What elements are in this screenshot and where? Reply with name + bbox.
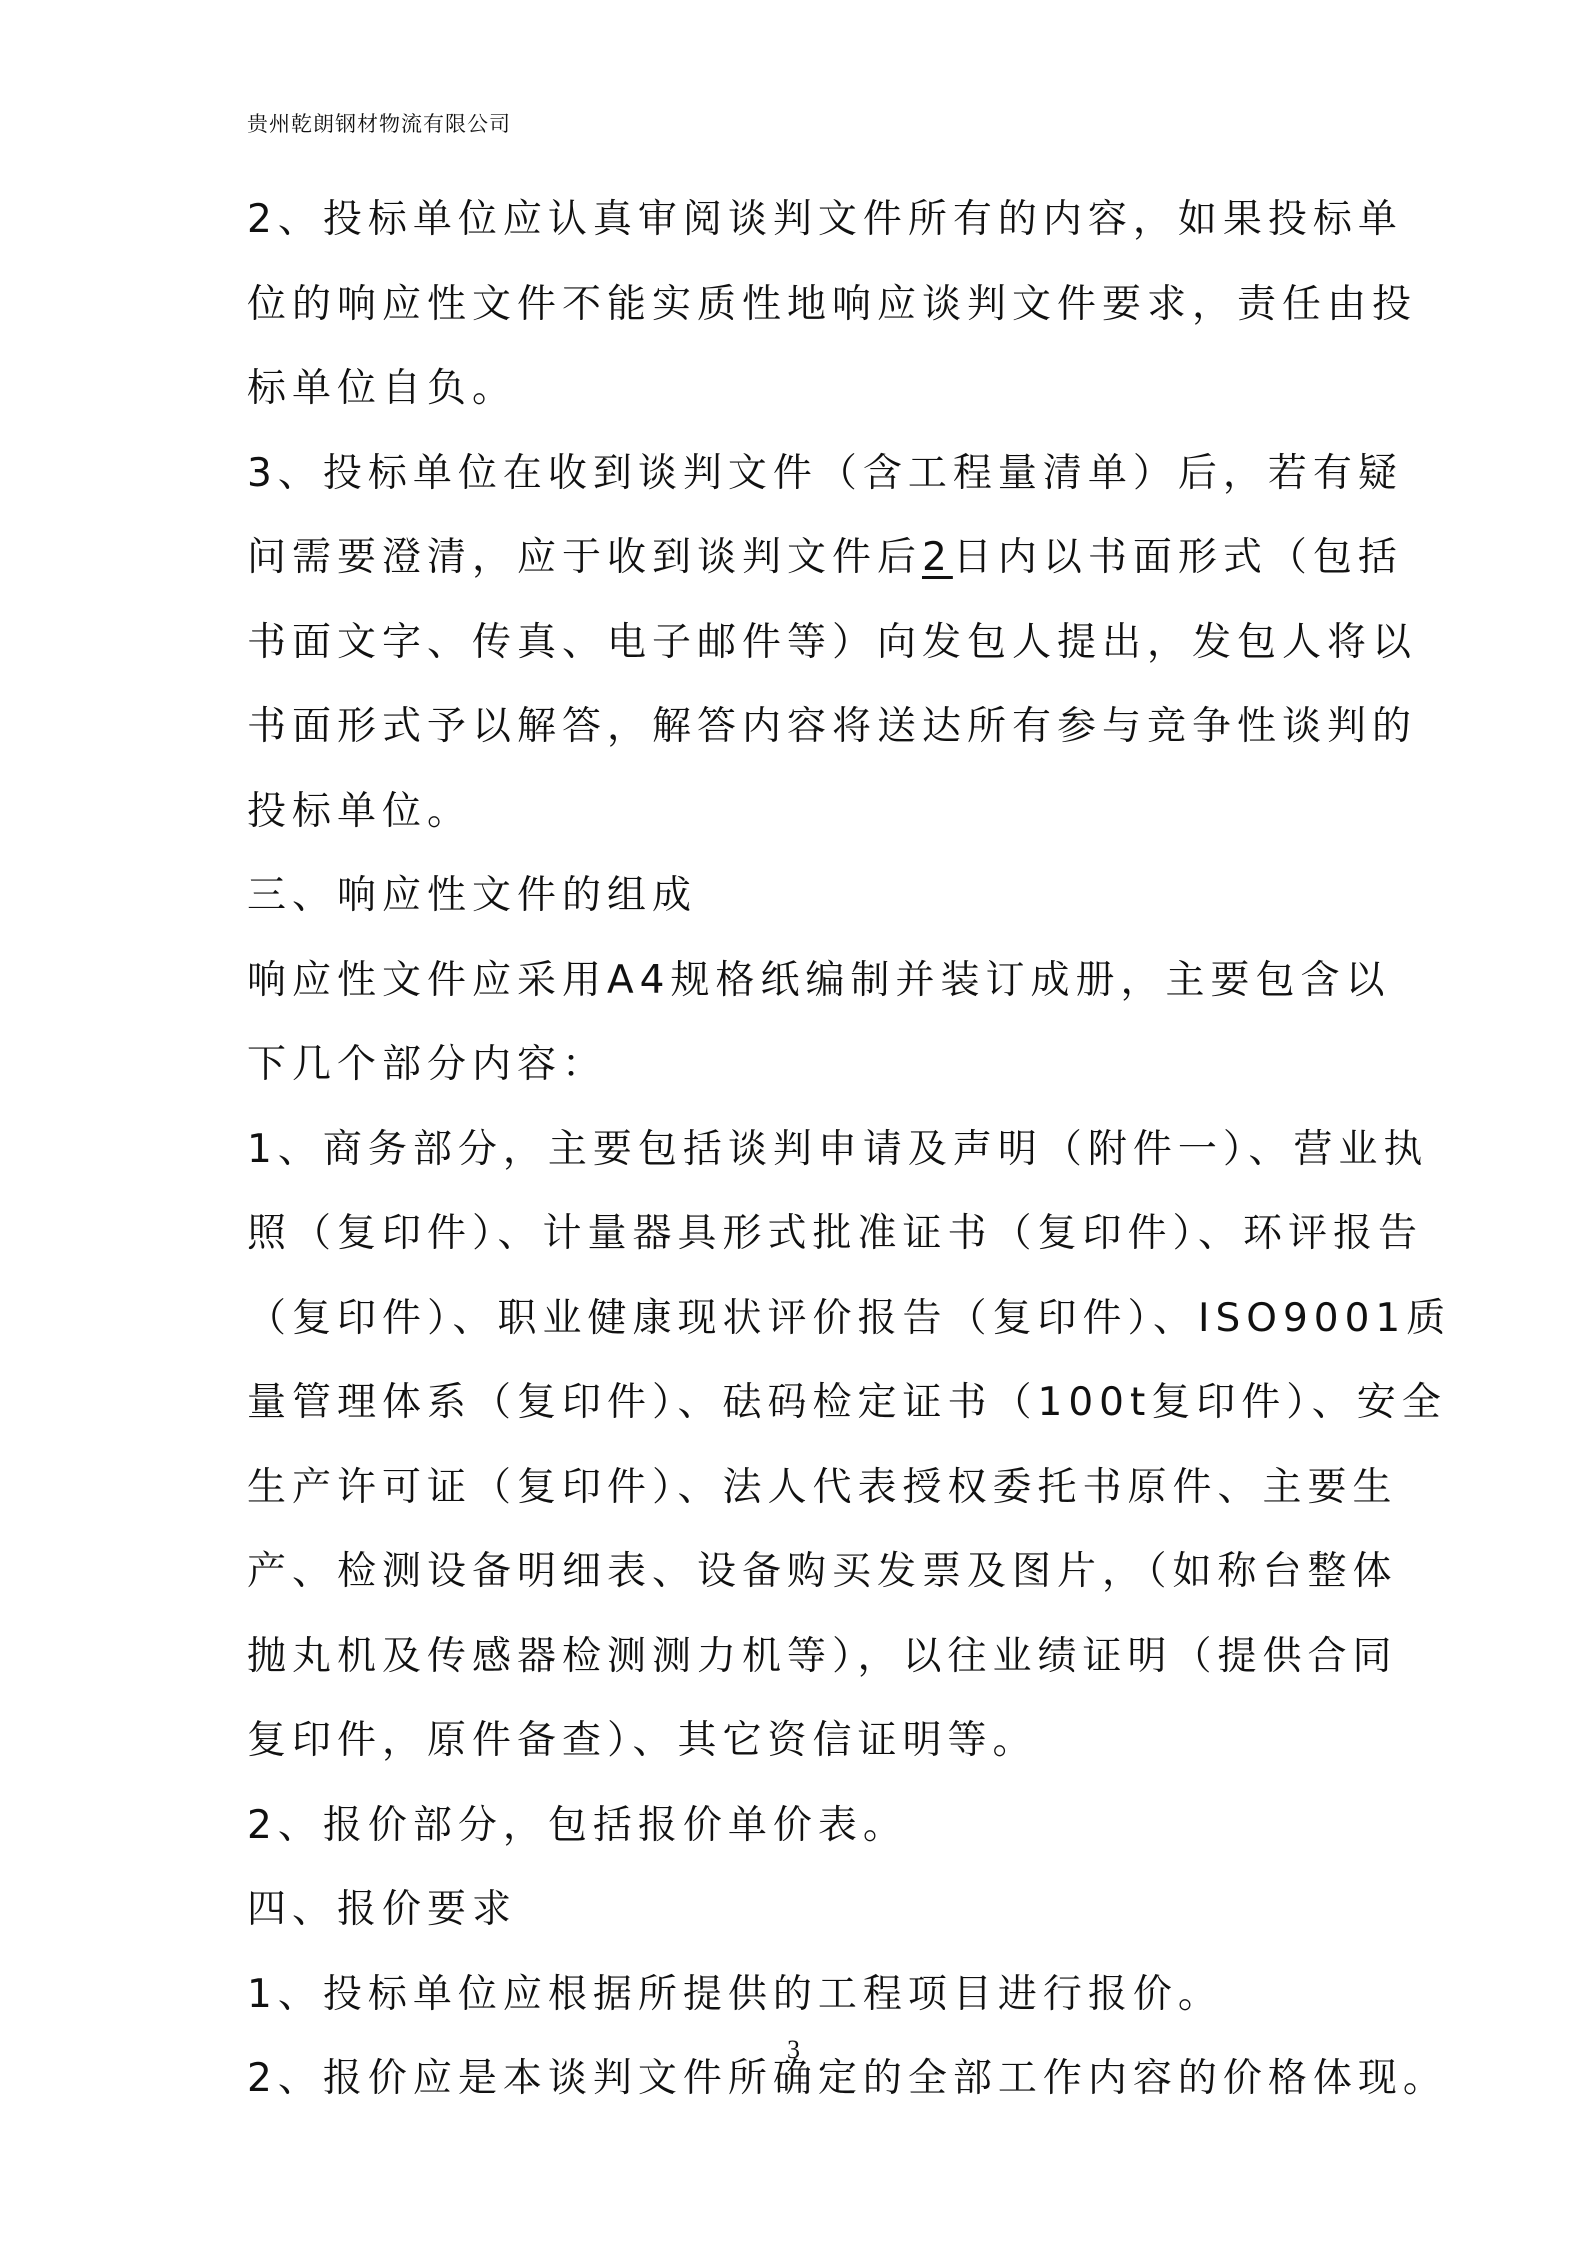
paragraph-line: 1、商务部分，主要包括谈判申请及声明（附件一）、营业执 (247, 1126, 1429, 1172)
text-segment: 问需要澄清，应于收到谈判文件后 (247, 535, 923, 580)
paragraph-line (247, 516, 1403, 601)
paragraph-line: 位的响应性文件不能实质性地响应谈判文件要求，责任由投 (247, 281, 1418, 327)
paragraph-line: 产、检测设备明细表、设备购买发票及图片，（如称台整体 (247, 1549, 1398, 1594)
section-heading: 三、响应性文件的组成 (247, 873, 698, 918)
paragraph-line: 生产许可证（复印件）、法人代表授权委托书原件、主要生 (247, 1464, 1398, 1510)
paragraph-line: 响应性文件应采用A4规格纸编制并装订成册，主要包含以 (247, 957, 1391, 1003)
paragraph-line: 标单位自负。 (247, 366, 518, 411)
section-heading: 四、报价要求 (247, 1887, 518, 1932)
paragraph-line: 2、报价应是本谈判文件所确定的全部工作内容的价格体现。 (247, 2056, 1448, 2101)
document-body (247, 178, 1452, 2122)
page-number: 3 (787, 2035, 800, 2064)
paragraph-line: 下几个部分内容： (247, 1042, 608, 1087)
paragraph-line: 书面形式予以解答，解答内容将送达所有参与竞争性谈判的 (247, 704, 1418, 749)
paragraph-line: 抛丸机及传感器检测测力机等），以往业绩证明（提供合同 (247, 1633, 1398, 1679)
paragraph-line: 照（复印件）、计量器具形式批准证书（复印件）、环评报告 (247, 1211, 1424, 1256)
paragraph-line: 2、报价部分，包括报价单价表。 (247, 1802, 908, 1848)
deadline-days: 2 (922, 535, 953, 580)
paragraph-line: 2、投标单位应认真审阅谈判文件所有的内容，如果投标单 (247, 197, 1403, 242)
paragraph-line: 投标单位。 (247, 788, 473, 834)
paragraph-line: 3、投标单位在收到谈判文件（含工程量清单）后，若有疑 (247, 450, 1403, 496)
paragraph-line: （复印件）、职业健康现状评价报告（复印件）、ISO9001质 (247, 1295, 1452, 1341)
text-segment: 日内以书面形式（包括 (952, 535, 1403, 580)
paragraph-line: 书面文字、传真、电子邮件等）向发包人提出，发包人将以 (247, 619, 1418, 665)
paragraph-line: 1、投标单位应根据所提供的工程项目进行报价。 (247, 1971, 1223, 2017)
document-header: 贵州乾朗钢材物流有限公司 (247, 112, 511, 136)
paragraph-line: 复印件，原件备查）、其它资信证明等。 (247, 1718, 1038, 1763)
paragraph-line: 量管理体系（复印件）、砝码检定证书（100t复印件）、安全 (247, 1380, 1447, 1425)
